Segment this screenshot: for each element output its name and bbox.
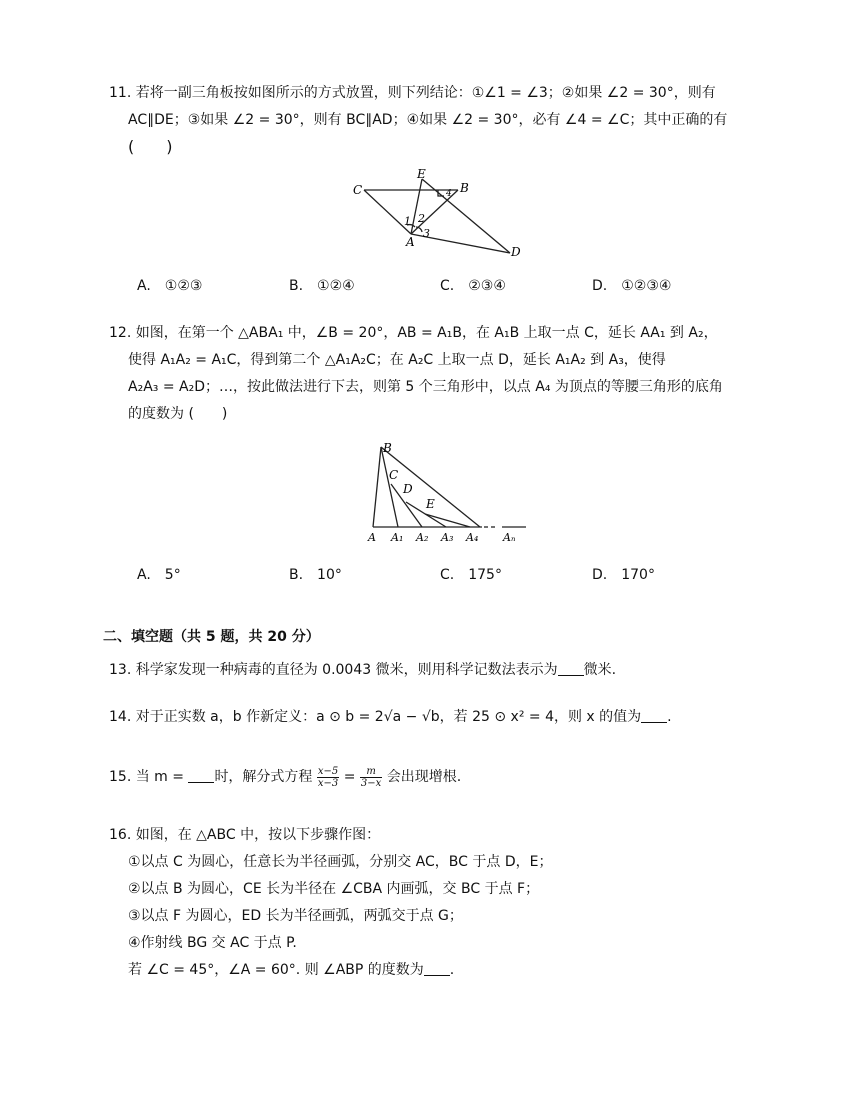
q12-option-c[interactable]: C. 175° [440,567,502,583]
q12-label-A4: A₄ [466,531,479,544]
q15-fraction-left [317,766,339,789]
q11-line-2: AC∥DE；③如果 ∠2 = 30°，则有 BC∥AD；④如果 ∠2 = 30°，必有 ∠4 = ∠C；其中正确的有 [128,112,728,128]
q11-label-1: 1 [404,215,411,228]
q11-label-D: D [511,245,521,259]
q16-step-3: ③以点 F 为圆心，ED 长为半径画弧，两弧交于点 G； [128,908,463,924]
q12-label-A2: A₂ [416,531,429,544]
q12-label-A3: A₃ [441,531,454,544]
q12-line-1: 12. 如图，在第一个 △ABA₁ 中，∠B = 20°，AB = A₁B，在 A₁B 上取一点 C，延长 AA₁ 到 A₂， [109,325,718,341]
q12-line-3: A₂A₃ = A₂D；…，按此做法进行下去，则第 5 个三角形中，以点 A₄ 为顶点的等腰三角形的底角 [128,379,723,395]
q16-text: 若 ∠C = 45°，∠A = 60°. 则 ∠ABP 的度数为 [128,962,424,978]
q14-answer-blank[interactable] [641,708,667,723]
q15-frac-right-den: 3−x [360,777,382,789]
q12-option-d[interactable]: D. 170° [592,567,655,583]
q11-label-C: C [353,183,363,197]
q15-text-mid: 时，解分式方程 [214,769,313,785]
q14-line [109,707,672,727]
q11-label-E: E [417,167,426,181]
q12-label-C: C [389,468,399,482]
q12-option-a[interactable]: A. 5° [137,567,181,583]
q12-option-b[interactable]: B. 10° [289,567,342,583]
q14-text: 14. 对于正实数 a，b 作新定义：a ⊙ b = 2√a − √b，若 25 ⊙ x² = 4，则 x 的值为 [109,709,642,725]
q15-text-end: 会出现增根. [386,769,462,785]
q11-answer-paren: ( ) [128,137,173,156]
q15-answer-blank[interactable] [188,768,214,783]
q15-text: 15. 当 m = [109,769,184,785]
q15-line [109,764,461,790]
q11-triangle-figure [350,165,530,265]
q12-label-A: A [368,531,376,544]
q12-line-4: 的度数为 ( ) [128,406,228,422]
q13-text-end: 微米. [583,662,617,678]
q12-line-2: 使得 A₁A₂ = A₁C，得到第二个 △A₁A₂C；在 A₂C 上取一点 D，延长 A₁A₂ 到 A₃，使得 [128,352,666,368]
q15-frac-right-num: m [360,766,382,778]
q11-option-d[interactable]: D. ①②③④ [592,278,672,294]
q11-label-2: 2 [418,212,425,225]
q16-last-line [128,960,454,980]
q16-step-2: ②以点 B 为圆心，CE 长为半径在 ∠CBA 内画弧，交 BC 于点 F； [128,881,540,897]
q16-line-1: 16. 如图，在 △ABC 中，按以下步骤作图： [109,827,381,843]
q14-text-end: . [667,709,672,725]
q12-label-An: Aₙ [503,531,516,544]
q11-label-A: A [406,235,415,249]
q15-frac-left-den: x−3 [317,777,339,789]
q11-label-3: 3 [423,227,430,240]
q11-line-1: 11. 若将一副三角板按如图所示的方式放置，则下列结论：①∠1 = ∠3；②如果 ∠2 = 30°，则有 [109,85,716,101]
q12-label-E: E [426,497,435,511]
q16-answer-blank[interactable] [424,961,450,976]
q13-answer-blank[interactable] [558,661,584,676]
q12-label-B: B [383,441,392,455]
q15-fraction-right [360,766,382,789]
q13-line [109,660,616,680]
q15-equals: = [343,769,356,785]
q16-text-end: . [449,962,455,978]
section-heading-fill-in: 二、填空题（共 5 题，共 20 分） [103,629,320,645]
q11-label-B: B [460,181,469,195]
q12-label-A1: A₁ [391,531,404,544]
q11-option-a[interactable]: A. ①②③ [137,278,203,294]
q12-label-D: D [403,482,413,496]
q15-frac-left-num: x−5 [317,765,339,777]
q13-text: 13. 科学家发现一种病毒的直径为 0.0043 微米，则用科学记数法表示为 [109,662,558,678]
q16-step-4: ④作射线 BG 交 AC 于点 P. [128,935,297,951]
q11-option-c[interactable]: C. ②③④ [440,278,506,294]
q11-label-4: 4 [446,189,452,199]
q11-option-b[interactable]: B. ①②④ [289,278,355,294]
q12-triangle-chain-figure [360,438,535,548]
q16-step-1: ①以点 C 为圆心，任意长为半径画弧，分别交 AC，BC 于点 D，E； [128,854,553,870]
